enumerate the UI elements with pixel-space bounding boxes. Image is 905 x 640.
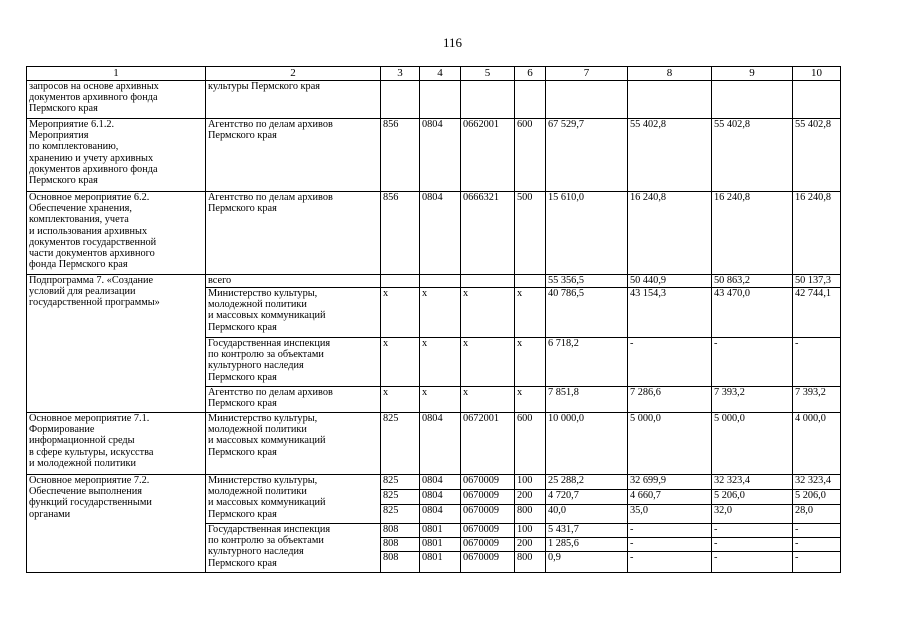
value-cell-col9: 5 206,0 [712,490,793,505]
value-cell-col8: 16 240,8 [628,192,712,275]
grbs-cell [381,275,420,288]
target-article-cell: 0670009 [461,538,515,552]
event-name-cell: Основное мероприятие 7.2. Обеспечение выполнения функций государственными органами [27,475,206,573]
column-header: 6 [515,67,546,81]
value-cell-col10: 5 206,0 [793,490,841,505]
event-name-cell: Основное мероприятие 6.2. Обеспечение хранения, комплектования, учета и использования архивных документов государственной части документов архивного фонда Пермского края [27,192,206,275]
value-cell-col9: 43 470,0 [712,288,793,338]
event-name-cell: Подпрограмма 7. «Создание условий для реализации государственной программы» [27,275,206,413]
column-header: 1 [27,67,206,81]
value-cell-col8: - [628,524,712,538]
table-header-row [27,67,841,81]
value-cell-col7: 67 529,7 [546,119,628,192]
target-article-cell: 0670009 [461,505,515,524]
value-cell-col10: - [793,524,841,538]
target-article-cell: 0672001 [461,413,515,475]
grbs-cell: 825 [381,475,420,490]
section-cell [420,275,461,288]
value-cell-col10: - [793,552,841,573]
expense-type-cell: 600 [515,119,546,192]
value-cell-col9: - [712,338,793,387]
grbs-cell: 808 [381,552,420,573]
expense-type-cell: 200 [515,538,546,552]
column-header: 7 [546,67,628,81]
value-cell-col10: 42 744,1 [793,288,841,338]
value-cell-col10: 16 240,8 [793,192,841,275]
expense-type-cell: 200 [515,490,546,505]
value-cell-col8: 7 286,6 [628,387,712,413]
target-article-cell: x [461,338,515,387]
table-row [27,413,841,475]
value-cell-col7: 6 718,2 [546,338,628,387]
value-cell-col10: 50 137,3 [793,275,841,288]
value-cell-col9: 5 000,0 [712,413,793,475]
table-row [27,192,841,275]
value-cell-col7: 40 786,5 [546,288,628,338]
target-article-cell: 0666321 [461,192,515,275]
target-article-cell: 0670009 [461,524,515,538]
value-cell-col9 [712,81,793,119]
value-cell-col9: 7 393,2 [712,387,793,413]
section-cell: 0804 [420,192,461,275]
expense-type-cell [515,275,546,288]
value-cell-col7: 4 720,7 [546,490,628,505]
target-article-cell: x [461,387,515,413]
grbs-cell: 808 [381,538,420,552]
executor-cell: культуры Пермского края [206,81,381,119]
expense-type-cell: x [515,338,546,387]
section-cell: 0801 [420,552,461,573]
value-cell-col8: 50 440,9 [628,275,712,288]
target-article-cell [461,81,515,119]
section-cell: x [420,338,461,387]
value-cell-col8 [628,81,712,119]
event-name-cell: Мероприятие 6.1.2. Мероприятия по комплектованию, хранению и учету архивных документов архивного фонда Пермского края [27,119,206,192]
target-article-cell [461,275,515,288]
page-number: 116 [442,35,463,50]
value-cell-col8: 55 402,8 [628,119,712,192]
grbs-cell: 856 [381,192,420,275]
executor-cell: Агентство по делам архивов Пермского края [206,387,381,413]
value-cell-col8: 43 154,3 [628,288,712,338]
grbs-cell: x [381,387,420,413]
executor-cell: Министерство культуры, молодежной политики и массовых коммуникаций Пермского края [206,413,381,475]
target-article-cell: x [461,288,515,338]
section-cell: 0801 [420,538,461,552]
value-cell-col9: 32 323,4 [712,475,793,490]
expense-type-cell: 800 [515,505,546,524]
value-cell-col9: 55 402,8 [712,119,793,192]
value-cell-col8: - [628,538,712,552]
executor-cell: Государственная инспекция по контролю за объектами культурного наследия Пермского края [206,338,381,387]
value-cell-col10 [793,81,841,119]
column-header: 8 [628,67,712,81]
executor-cell: всего [206,275,381,288]
target-article-cell: 0670009 [461,475,515,490]
value-cell-col10: 4 000,0 [793,413,841,475]
section-cell: 0804 [420,413,461,475]
target-article-cell: 0662001 [461,119,515,192]
expense-type-cell: x [515,387,546,413]
expense-type-cell: 800 [515,552,546,573]
section-cell: x [420,387,461,413]
value-cell-col8: 5 000,0 [628,413,712,475]
value-cell-col7: 25 288,2 [546,475,628,490]
expense-type-cell: 600 [515,413,546,475]
section-cell: 0801 [420,524,461,538]
executor-cell: Министерство культуры, молодежной политики и массовых коммуникаций Пермского края [206,288,381,338]
column-header: 3 [381,67,420,81]
value-cell-col10: 55 402,8 [793,119,841,192]
expense-type-cell: 100 [515,475,546,490]
grbs-cell [381,81,420,119]
value-cell-col7: 7 851,8 [546,387,628,413]
value-cell-col10: - [793,338,841,387]
value-cell-col7 [546,81,628,119]
column-header: 2 [206,67,381,81]
section-cell: 0804 [420,475,461,490]
grbs-cell: 825 [381,490,420,505]
value-cell-col9: - [712,552,793,573]
expense-type-cell: 500 [515,192,546,275]
value-cell-col7: 1 285,6 [546,538,628,552]
value-cell-col7: 0,9 [546,552,628,573]
event-name-cell: Основное мероприятие 7.1. Формирование информационной среды в сфере культуры, искусства и молодежной политики [27,413,206,475]
value-cell-col7: 15 610,0 [546,192,628,275]
table-row [27,119,841,192]
value-cell-col7: 5 431,7 [546,524,628,538]
table-row [27,81,841,119]
value-cell-col9: 50 863,2 [712,275,793,288]
executor-cell: Агентство по делам архивов Пермского края [206,119,381,192]
budget-table [26,66,841,573]
table-row [27,475,841,490]
section-cell: 0804 [420,119,461,192]
target-article-cell: 0670009 [461,490,515,505]
column-header: 9 [712,67,793,81]
column-header: 5 [461,67,515,81]
grbs-cell: 825 [381,413,420,475]
value-cell-col9: 16 240,8 [712,192,793,275]
column-header: 10 [793,67,841,81]
value-cell-col8: 4 660,7 [628,490,712,505]
value-cell-col9: - [712,524,793,538]
expense-type-cell: x [515,288,546,338]
grbs-cell: x [381,288,420,338]
value-cell-col8: - [628,552,712,573]
grbs-cell: 856 [381,119,420,192]
grbs-cell: 825 [381,505,420,524]
value-cell-col10: 28,0 [793,505,841,524]
section-cell [420,81,461,119]
event-name-cell: запросов на основе архивных документов архивного фонда Пермского края [27,81,206,119]
grbs-cell: x [381,338,420,387]
section-cell: x [420,288,461,338]
value-cell-col7: 10 000,0 [546,413,628,475]
section-cell: 0804 [420,505,461,524]
value-cell-col8: 32 699,9 [628,475,712,490]
value-cell-col7: 40,0 [546,505,628,524]
section-cell: 0804 [420,490,461,505]
executor-cell: Министерство культуры, молодежной политики и массовых коммуникаций Пермского края [206,475,381,524]
value-cell-col9: 32,0 [712,505,793,524]
executor-cell: Агентство по делам архивов Пермского края [206,192,381,275]
column-header: 4 [420,67,461,81]
value-cell-col10: 32 323,4 [793,475,841,490]
value-cell-col7: 55 356,5 [546,275,628,288]
value-cell-col10: 7 393,2 [793,387,841,413]
value-cell-col9: - [712,538,793,552]
expense-type-cell [515,81,546,119]
table-row [27,275,841,288]
expense-type-cell: 100 [515,524,546,538]
executor-cell: Государственная инспекция по контролю за объектами культурного наследия Пермского края [206,524,381,573]
target-article-cell: 0670009 [461,552,515,573]
value-cell-col8: 35,0 [628,505,712,524]
value-cell-col8: - [628,338,712,387]
value-cell-col10: - [793,538,841,552]
grbs-cell: 808 [381,524,420,538]
